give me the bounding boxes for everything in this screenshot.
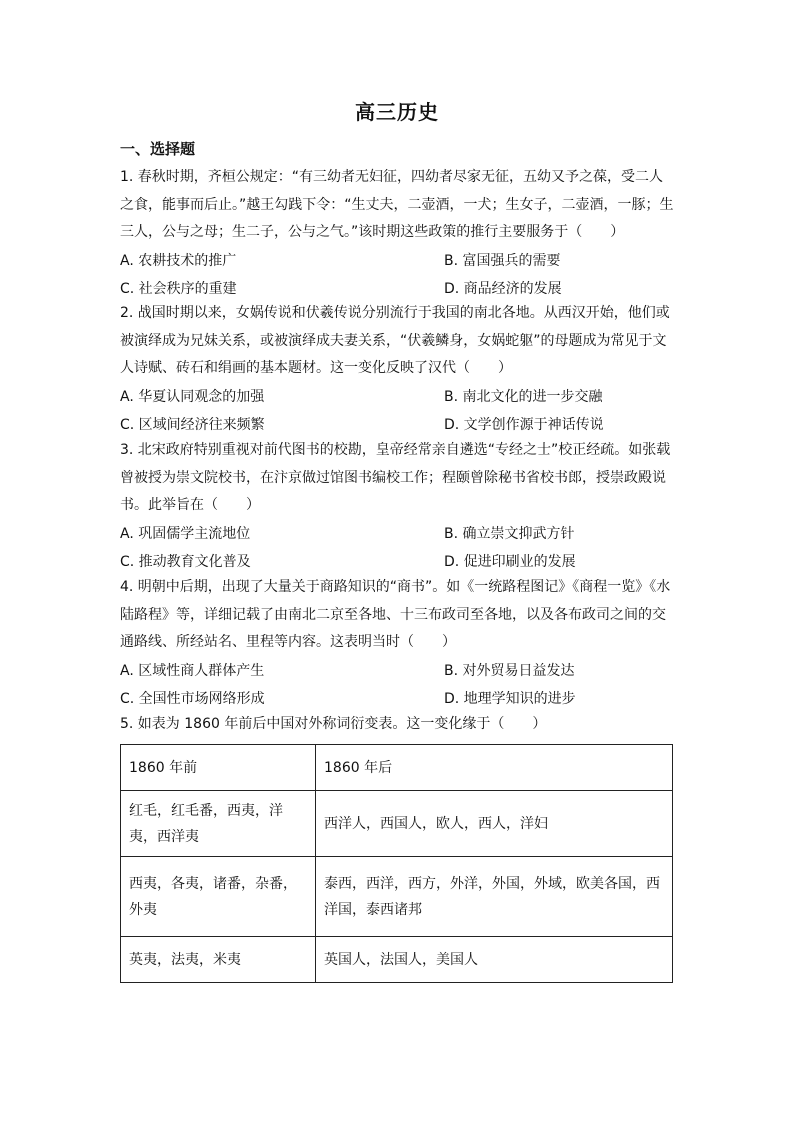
table-cell: 英夷，法夷，米夷	[121, 937, 316, 983]
option-b: B. 对外贸易日益发达	[444, 663, 575, 679]
option-c: C. 推动教育文化普及	[120, 554, 251, 570]
table-row	[121, 857, 673, 937]
option-a: A. 区域性商人群体产生	[120, 663, 265, 679]
option-c: C. 全国性市场网络形成	[120, 691, 265, 707]
option-d: D. 文学创作源于神话传说	[444, 417, 604, 433]
table-cell: 红毛，红毛番，西夷，洋夷，西洋夷	[121, 791, 316, 857]
address-terms-table	[120, 744, 673, 983]
option-c: C. 区域间经济往来频繁	[120, 417, 265, 433]
table-cell: 英国人，法国人，美国人	[316, 937, 673, 983]
option-d: D. 商品经济的发展	[444, 281, 562, 297]
question-3: 3. 北宋政府特别重视对前代图书的校勘，皇帝经常亲自遴选“专经之士”校正经疏。如张载曾被授为崇文院校书，在汴京做过馆图书编校工作；程颐曾除秘书省校书郎，授崇政殿说书。此举旨在（ ）	[120, 442, 671, 513]
option-b: B. 南北文化的进一步交融	[444, 389, 603, 405]
option-a: A. 农耕技术的推广	[120, 253, 237, 269]
table-header-cell: 1860 年前	[121, 745, 316, 791]
table-cell: 西洋人，西国人，欧人，西人，洋妇	[316, 791, 673, 857]
option-b: B. 富国强兵的需要	[444, 253, 561, 269]
option-a: A. 华夏认同观念的加强	[120, 389, 265, 405]
option-d: D. 促进印刷业的发展	[444, 554, 576, 570]
table-header-cell: 1860 年后	[316, 745, 673, 791]
table-header-row	[121, 745, 673, 791]
question-5: 5. 如表为 1860 年前后中国对外称词衍变表。这一变化缘于（ ）	[120, 716, 547, 732]
page-title: 高三历史	[355, 100, 439, 124]
option-a: A. 巩固儒学主流地位	[120, 526, 251, 542]
option-d: D. 地理学知识的进步	[444, 691, 576, 707]
question-2: 2. 战国时期以来，女娲传说和伏羲传说分别流行于我国的南北各地。从西汉开始，他们或被演绎成为兄妹关系，或被演绎成夫妻关系，“伏羲鳞身，女娲蛇躯”的母题成为常见于文人诗赋、砖石和绢画的基本题材。这一变化反映了汉代（ ）	[120, 305, 670, 376]
section-heading: 一、选择题	[120, 140, 196, 158]
question-4: 4. 明朝中后期，出现了大量关于商路知识的“商书”。如《一统路程图记》《商程一览》《水陆路程》等，详细记载了由南北二京至各地、十三布政司至各地，以及各布政司之间的交通路线、所经站名、里程等内容。这表明当时（ ）	[120, 579, 671, 650]
option-c: C. 社会秩序的重建	[120, 281, 237, 297]
table-row	[121, 791, 673, 857]
table-cell: 泰西，西洋，西方，外洋，外国，外域，欧美各国，西洋国，泰西诸邦	[316, 857, 673, 937]
table-cell: 西夷，各夷，诸番，杂番，外夷	[121, 857, 316, 937]
table-row	[121, 937, 673, 983]
option-b: B. 确立崇文抑武方针	[444, 526, 575, 542]
question-1: 1. 春秋时期，齐桓公规定：“有三幼者无妇征，四幼者尽家无征，五幼又予之葆，受二人之食，能事而后止。”越王勾践下令：“生丈夫，二壶酒，一犬；生女子，二壶酒，一豚；生三人，公与之母；生二子，公与之气。”该时期这些政策的推行主要服务于（ ）	[120, 169, 674, 240]
